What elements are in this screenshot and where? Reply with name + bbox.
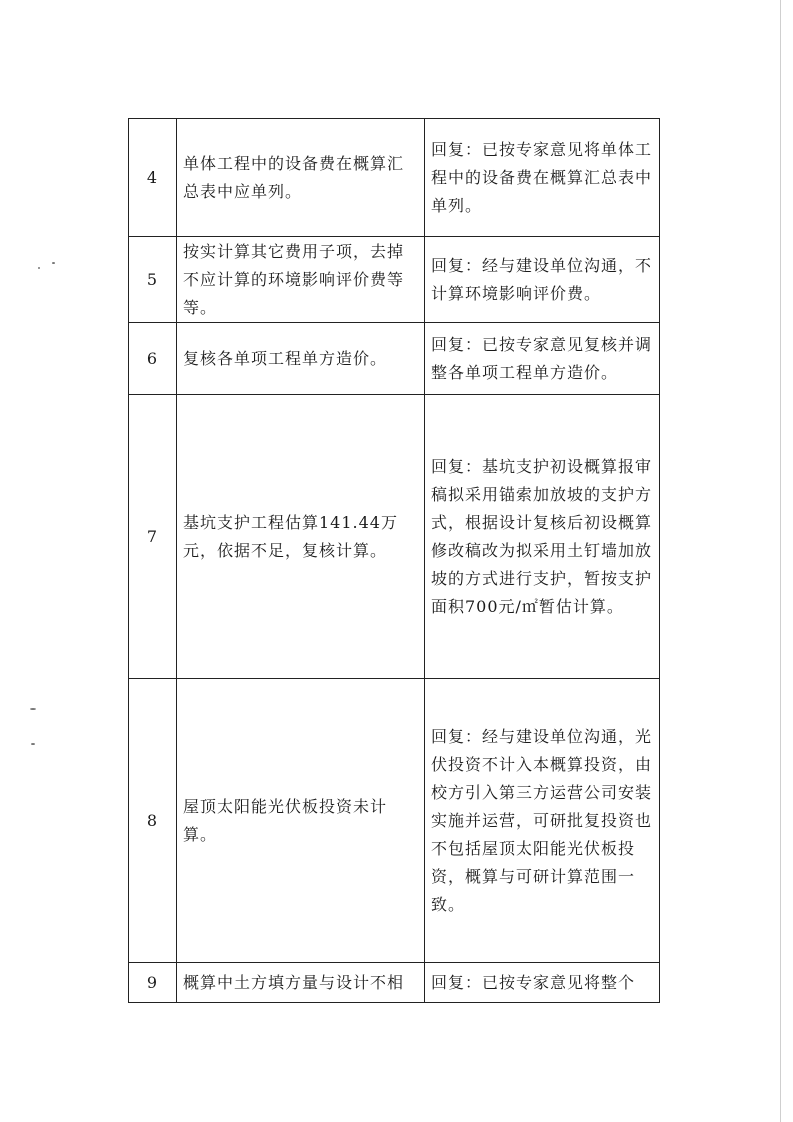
row-number: 6 <box>129 323 177 395</box>
row-number: 9 <box>129 963 177 1003</box>
issue-cell: 单体工程中的设备费在概算汇总表中应单列。 <box>177 119 425 237</box>
table-row <box>129 323 660 395</box>
table-row <box>129 119 660 237</box>
issue-cell: 复核各单项工程单方造价。 <box>177 323 425 395</box>
row-number: 4 <box>129 119 177 237</box>
scan-speck <box>31 743 35 745</box>
review-response-table <box>128 118 660 1003</box>
reply-cell: 回复：已按专家意见将整个 <box>425 963 660 1003</box>
scan-speck <box>38 267 40 269</box>
scan-speck <box>52 262 55 264</box>
table-row <box>129 679 660 963</box>
issue-cell: 概算中土方填方量与设计不相 <box>177 963 425 1003</box>
table-row <box>129 963 660 1003</box>
issue-cell: 基坑支护工程估算141.44万元，依据不足，复核计算。 <box>177 395 425 679</box>
scan-speck <box>30 708 36 710</box>
issue-cell: 屋顶太阳能光伏板投资未计算。 <box>177 679 425 963</box>
table-row <box>129 395 660 679</box>
row-number: 7 <box>129 395 177 679</box>
row-number: 8 <box>129 679 177 963</box>
reply-cell: 回复：经与建设单位沟通，不计算环境影响评价费。 <box>425 237 660 323</box>
reply-cell: 回复：已按专家意见复核并调整各单项工程单方造价。 <box>425 323 660 395</box>
issue-cell: 按实计算其它费用子项，去掉不应计算的环境影响评价费等等。 <box>177 237 425 323</box>
table-row <box>129 237 660 323</box>
row-number: 5 <box>129 237 177 323</box>
reply-cell: 回复：已按专家意见将单体工程中的设备费在概算汇总表中单列。 <box>425 119 660 237</box>
reply-cell: 回复：基坑支护初设概算报审稿拟采用锚索加放坡的支护方式，根据设计复核后初设概算修改稿改为拟采用土钉墙加放坡的方式进行支护，暂按支护面积700元/㎡暂估计算。 <box>425 395 660 679</box>
reply-cell: 回复：经与建设单位沟通，光伏投资不计入本概算投资，由校方引入第三方运营公司安装实施并运营，可研批复投资也不包括屋顶太阳能光伏板投资，概算与可研计算范围一致。 <box>425 679 660 963</box>
scan-edge-line <box>780 0 781 1122</box>
